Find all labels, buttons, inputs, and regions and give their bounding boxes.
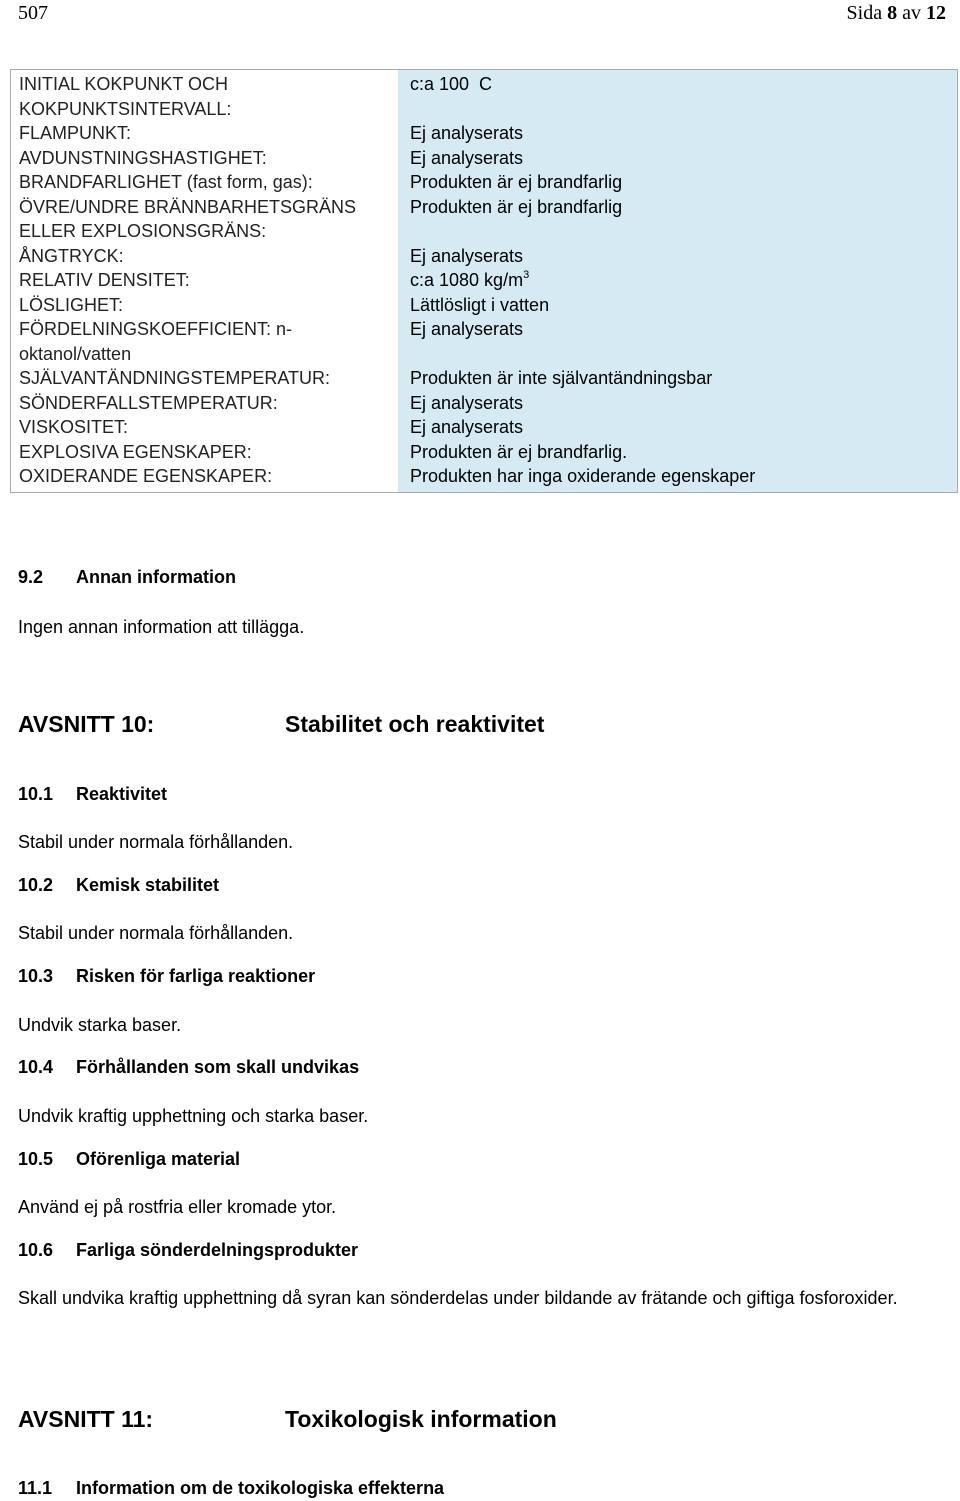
property-row [11,366,958,391]
property-label: FLAMPUNKT: [11,121,399,146]
property-value-text: Ej analyserats [410,392,524,413]
page-total: 12 [926,2,946,24]
subsection-number: 10.1 [18,784,54,804]
property-value-text: c:a 1080 kg/m [410,270,524,290]
property-row [11,440,958,465]
subsection-number: 9.2 [18,567,44,587]
subsection-10-5-heading [18,1149,240,1170]
property-row [11,244,958,269]
subsection-10-6-heading [18,1240,358,1261]
property-value [398,293,958,318]
properties-table-body [11,70,958,493]
property-label: EXPLOSIVA EGENSKAPER: [11,440,399,465]
property-row [11,317,958,366]
subsection-10-6-text: Skall undvika kraftig upphettning då syran kan sönderdelas under bildande av frätande och giftiga fosforoxider. [18,1288,898,1308]
property-label: BRANDFARLIGHET (fast form, gas): [11,170,399,195]
property-row [11,268,958,293]
subsection-number: 10.2 [18,875,54,895]
subsection-title: Information om de toxikologiska effekterna [76,1478,445,1498]
property-value-text: Produkten är ej brandfarlig. [410,441,628,462]
property-row [11,415,958,440]
property-value [398,244,958,269]
page-current: 8 [887,2,898,24]
subsection-10-3-text: Undvik starka baser. [18,1015,182,1035]
property-row [11,293,958,318]
subsection-10-1-text: Stabil under normala förhållanden. [18,832,294,852]
subsection-10-4-heading [18,1057,359,1078]
property-value-text: Produkten är ej brandfarlig [410,172,623,192]
property-value-text: Ej analyserats [410,147,524,168]
subsection-number: 10.6 [18,1240,54,1260]
property-value [398,121,958,146]
property-row [11,170,958,195]
property-label: AVDUNSTNINGSHASTIGHET: [11,146,399,171]
property-value [398,464,958,492]
subsection-title: Förhållanden som skall undvikas [76,1057,360,1077]
section-label: AVSNITT 10: [18,711,155,737]
document-number: 507 [18,2,48,24]
subsection-title: Reaktivitet [76,784,168,804]
subsection-title: Risken för farliga reaktioner [76,966,316,986]
property-row [11,146,958,171]
subsection-11-1-heading [18,1478,444,1499]
property-value [398,70,958,122]
subsection-number: 10.4 [18,1057,54,1077]
property-value-text: Ej analyserats [410,417,524,437]
section-label: AVSNITT 11: [18,1406,154,1432]
property-label: SÖNDERFALLSTEMPERATUR: [11,391,399,416]
property-value-text: Produkten är inte självantändningsbar [410,368,713,388]
property-row [11,195,958,244]
subsection-number: 10.5 [18,1149,54,1169]
section-title: Toxikologisk information [285,1406,557,1432]
property-value [398,415,958,440]
subsection-number: 11.1 [18,1478,53,1498]
subsection-title: Farliga sönderdelningsprodukter [76,1240,359,1260]
property-label: LÖSLIGHET: [11,293,399,318]
property-value [398,391,958,416]
property-value-text: c:a 100 C [410,74,493,94]
property-value [398,146,958,171]
subsection-title: Oförenliga material [76,1149,241,1169]
property-value [398,195,958,244]
property-value-text: Produkten har inga oxiderande egenskaper [410,466,756,486]
property-value [398,268,958,293]
page-indicator [847,2,946,25]
property-row [11,391,958,416]
property-value [398,170,958,195]
property-value [398,366,958,391]
subsection-title: Annan information [76,567,236,587]
page-of: av [902,2,921,24]
property-label: VISKOSITET: [11,415,399,440]
section-title: Stabilitet och reaktivitet [285,711,545,737]
property-value-text: Ej analyserats [410,245,524,266]
property-row [11,70,958,122]
property-label: FÖRDELNINGSKOEFFICIENT: n-oktanol/vatten [11,317,399,366]
property-value-text: Lättlösligt i vatten [410,294,550,315]
property-value-text: Ej analyserats [410,123,524,143]
property-row [11,121,958,146]
property-value-text: Produkten är ej brandfarlig [410,196,623,217]
section-11-heading [18,1406,557,1433]
section-10-heading [18,711,545,738]
subsection-10-2-heading [18,875,219,896]
properties-table [10,69,958,493]
subsection-9-2-heading [18,567,236,588]
subsection-9-2-text: Ingen annan information att tillägga. [18,617,305,637]
property-label: ÅNGTRYCK: [11,244,399,269]
property-value [398,440,958,465]
page-word: Sida [846,2,883,24]
subsection-number: 10.3 [18,966,54,986]
property-label: SJÄLVANTÄNDNINGSTEMPERATUR: [11,366,399,391]
property-row [11,464,958,492]
property-value [398,317,958,366]
subsection-10-3-heading [18,966,315,987]
property-value-superscript: 3 [523,269,530,281]
property-label: OXIDERANDE EGENSKAPER: [11,464,399,492]
subsection-10-2-text: Stabil under normala förhållanden. [18,923,294,943]
subsection-10-1-heading [18,784,167,805]
property-label: ÖVRE/UNDRE BRÄNNBARHETSGRÄNS ELLER EXPLOSIONSGRÄNS: [11,195,399,244]
subsection-10-4-text: Undvik kraftig upphettning och starka baser. [18,1106,369,1126]
subsection-title: Kemisk stabilitet [76,875,220,895]
property-value-text: Ej analyserats [410,319,524,339]
subsection-10-5-text: Använd ej på rostfria eller kromade ytor. [18,1197,337,1217]
property-label: RELATIV DENSITET: [11,268,399,293]
property-label: INITIAL KOKPUNKT OCH KOKPUNKTSINTERVALL: [11,70,399,122]
